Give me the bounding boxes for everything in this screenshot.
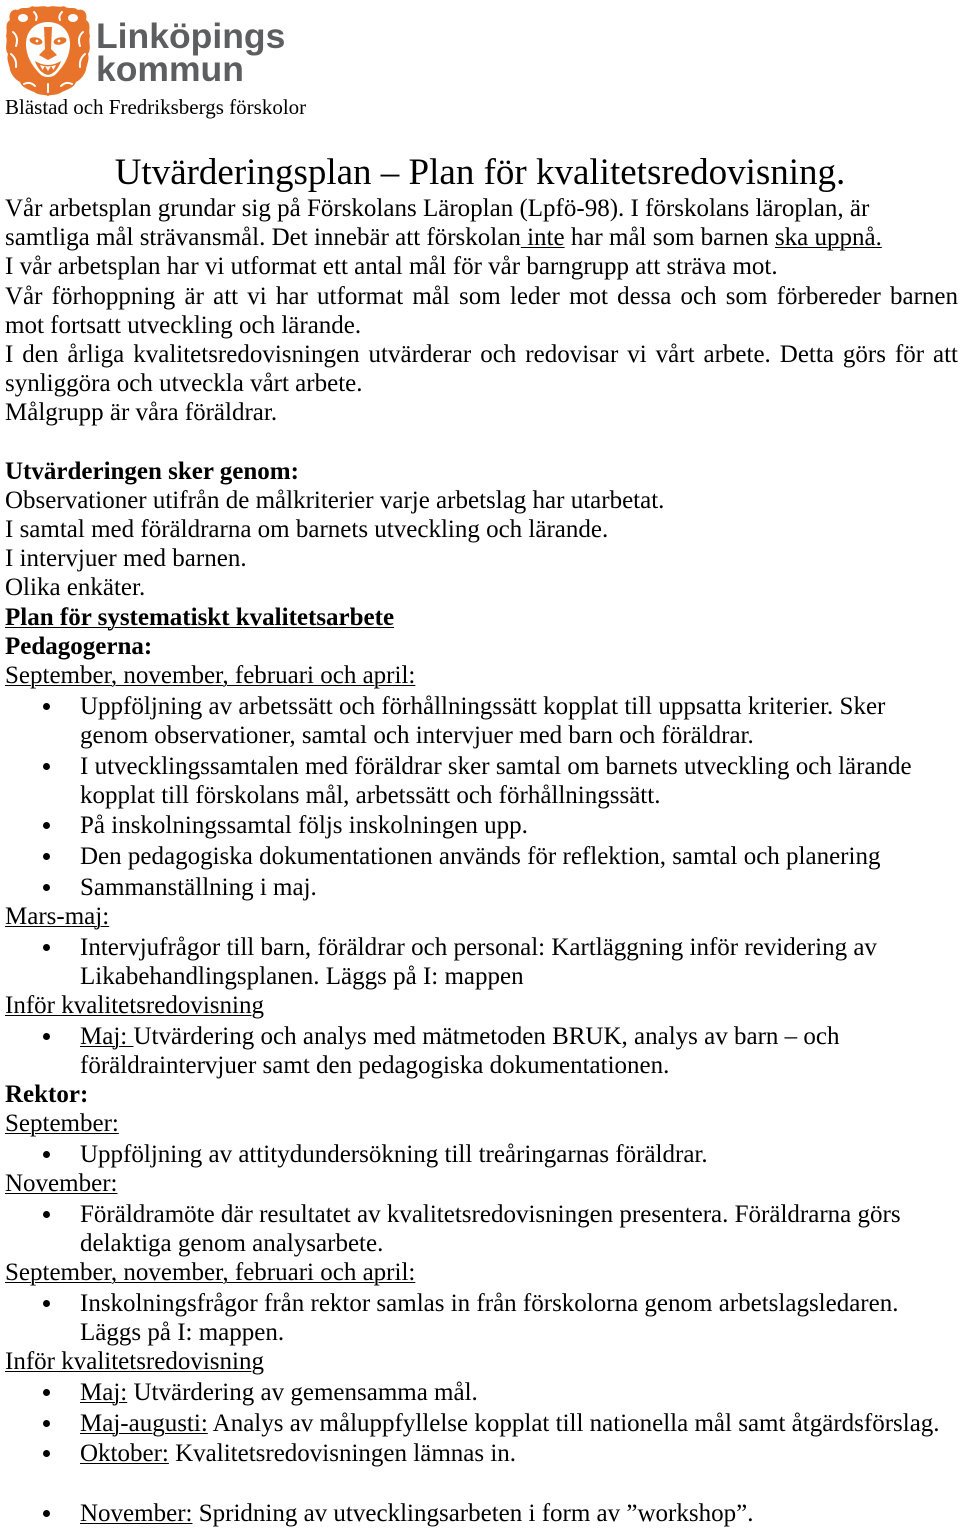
intro-line: mot fortsatt utveckling och lärande. bbox=[5, 311, 362, 339]
list-item bbox=[5, 752, 958, 810]
logo-line-1: Linköpings bbox=[96, 16, 286, 56]
list-item-line: Uppföljning av arbetssätt och förhållningssätt kopplat till uppsatta kriterier. Sker bbox=[80, 692, 886, 720]
activity-list bbox=[5, 1378, 958, 1528]
bullet-icon bbox=[43, 1211, 50, 1218]
period-label-text: Mars-maj: bbox=[5, 903, 110, 930]
list-item bbox=[5, 842, 958, 871]
list-item-line: genom observationer, samtal och intervjuer med barn och föräldrar. bbox=[80, 721, 754, 749]
period-label-text: November: bbox=[5, 1170, 118, 1198]
list-item bbox=[5, 873, 958, 902]
activity-list bbox=[5, 692, 958, 902]
text-run: har mål som barnen bbox=[564, 224, 775, 252]
evaluation-method: I intervjuer med barnen. bbox=[5, 545, 247, 573]
item-text: Analys av måluppfyllelse kopplat till nationella mål samt åtgärdsförslag. bbox=[207, 1409, 940, 1437]
bullet-icon bbox=[43, 1510, 50, 1517]
intro-line: Vår arbetsplan grundar sig på Förskolans Läroplan (Lpfö-98). I förskolans läroplan, är bbox=[5, 195, 870, 222]
underlined-text: ska uppnå. bbox=[774, 224, 882, 252]
list-item bbox=[5, 1289, 958, 1347]
bullet-icon bbox=[43, 703, 50, 710]
unit-name: Blästad och Fredriksbergs förskolor bbox=[5, 95, 307, 119]
list-item-line: delaktiga genom analysarbete. bbox=[80, 1230, 384, 1258]
list-item-line: föräldraintervjuer samt den pedagogiska dokumentationen. bbox=[80, 1051, 670, 1079]
bullet-icon bbox=[43, 853, 50, 860]
item-text: Kvalitetsredovisningen lämnas in. bbox=[168, 1440, 517, 1468]
list-item-line: kopplat till förskolans mål, arbetssätt och förhållningssätt. bbox=[80, 781, 661, 809]
evaluation-method: I samtal med föräldrarna om barnets utveckling och lärande. bbox=[5, 516, 609, 544]
list-item-line bbox=[80, 1499, 958, 1528]
intro-line: Vår förhoppning är att vi har utformat mål som leder mot dessa och som förbereder barnen bbox=[5, 282, 958, 310]
list-item bbox=[5, 1140, 958, 1169]
list-item-line: Likabehandlingsplanen. Läggs på I: mappen bbox=[80, 962, 524, 990]
list-item-line: Läggs på I: mappen. bbox=[80, 1319, 285, 1347]
item-lead: Maj: bbox=[80, 1022, 134, 1050]
list-item-line: Föräldramöte där resultatet av kvalitetsredovisningen presentera. Föräldrarna görs bbox=[80, 1200, 901, 1228]
bullet-icon bbox=[43, 1420, 50, 1427]
period-label bbox=[5, 991, 958, 1020]
lion-head-icon bbox=[4, 4, 92, 96]
bullet-icon bbox=[43, 884, 50, 891]
period-label-text: Inför kvalitetsredovisning bbox=[5, 992, 264, 1020]
list-item bbox=[5, 692, 958, 750]
document-title: Utvärderingsplan – Plan för kvalitetsredovisning. bbox=[114, 152, 846, 193]
underlined-text: inte bbox=[520, 224, 565, 252]
list-item-line bbox=[80, 1409, 958, 1438]
item-text: Utvärdering och analys med mätmetoden BRUK, analys av barn – och bbox=[133, 1022, 840, 1050]
list-item bbox=[5, 811, 958, 840]
document-body bbox=[5, 194, 958, 1528]
evaluation-method: Olika enkäter. bbox=[5, 574, 146, 602]
list-item-line: På inskolningssamtal följs inskolningen upp. bbox=[80, 812, 528, 840]
bullet-icon bbox=[43, 1151, 50, 1158]
list-item bbox=[5, 1439, 958, 1468]
blank-line bbox=[5, 428, 958, 457]
intro-line: I vår arbetsplan har vi utformat ett antal mål för vår barngrupp att sträva mot. bbox=[5, 253, 778, 281]
bullet-icon bbox=[43, 822, 50, 829]
period-label bbox=[5, 1109, 958, 1138]
plan-heading-text: Plan för systematiskt kvalitetsarbete bbox=[5, 603, 395, 631]
list-item-line bbox=[80, 1022, 958, 1051]
list-item-line: I utvecklingssamtalen med föräldrar sker samtal om barnets utveckling och lärande bbox=[80, 752, 912, 780]
bullet-icon bbox=[43, 1450, 50, 1457]
principal-heading: Rektor: bbox=[5, 1081, 89, 1109]
item-text: Utvärdering av gemensamma mål. bbox=[127, 1379, 478, 1406]
item-lead: Maj: bbox=[80, 1379, 128, 1406]
period-label-text: September: bbox=[5, 1110, 119, 1138]
list-item bbox=[5, 933, 958, 991]
evaluation-heading: Utvärderingen sker genom: bbox=[5, 457, 299, 485]
intro-line: synliggöra och utveckla vårt arbete. bbox=[5, 370, 363, 398]
text-run: samtliga mål strävansmål. Det innebär att förskolan bbox=[5, 224, 521, 252]
period-label bbox=[5, 661, 958, 690]
list-item-line: Den pedagogiska dokumentationen används för reflektion, samtal och planering bbox=[80, 843, 881, 871]
logo-line-2: kommun bbox=[96, 49, 244, 89]
list-item-line bbox=[80, 1378, 958, 1407]
bullet-icon bbox=[43, 1389, 50, 1396]
pedagogues-heading: Pedagogerna: bbox=[5, 632, 153, 660]
period-label-text: September, november, februari och april: bbox=[5, 1259, 416, 1287]
list-item bbox=[5, 1200, 958, 1258]
list-item-line: Inskolningsfrågor från rektor samlas in från förskolorna genom arbetslagsledaren. bbox=[80, 1289, 899, 1317]
list-item-line bbox=[80, 1439, 958, 1468]
list-item-line: Sammanställning i maj. bbox=[80, 873, 317, 901]
intro-line bbox=[5, 223, 958, 252]
intro-line: I den årliga kvalitetsredovisningen utvärderar och redovisar vi vårt arbete. Detta görs för att bbox=[5, 340, 958, 368]
list-item bbox=[5, 1499, 958, 1528]
activity-list bbox=[5, 1289, 958, 1347]
activity-list bbox=[5, 933, 958, 991]
bullet-icon bbox=[43, 1033, 50, 1040]
list-item bbox=[5, 1022, 958, 1080]
period-label-text: September, november, februari och april: bbox=[5, 662, 416, 689]
list-item-line: Intervjufrågor till barn, föräldrar och personal: Kartläggning inför revidering av bbox=[80, 933, 877, 961]
bullet-icon bbox=[43, 1300, 50, 1307]
activity-list bbox=[5, 1200, 958, 1258]
activity-list bbox=[5, 1022, 958, 1080]
evaluation-method: Observationer utifrån de målkriterier varje arbetslag har utarbetat. bbox=[5, 486, 665, 514]
intro-line: Målgrupp är våra föräldrar. bbox=[5, 399, 278, 427]
plan-heading bbox=[5, 603, 958, 632]
item-text: Spridning av utvecklingsarbeten i form av ”workshop”. bbox=[192, 1500, 754, 1528]
list-item bbox=[5, 1378, 958, 1407]
period-label bbox=[5, 1347, 958, 1376]
activity-list bbox=[5, 1140, 958, 1169]
period-label bbox=[5, 1258, 958, 1287]
bullet-icon bbox=[43, 944, 50, 951]
item-lead: Maj-augusti: bbox=[80, 1409, 208, 1437]
list-item bbox=[5, 1409, 958, 1438]
period-label-text: Inför kvalitetsredovisning bbox=[5, 1348, 264, 1376]
bullet-icon bbox=[43, 763, 50, 770]
period-label bbox=[5, 902, 958, 931]
item-lead: Oktober: bbox=[80, 1440, 169, 1468]
item-lead: November: bbox=[80, 1500, 193, 1528]
list-item-line: Uppföljning av attitydundersökning till treåringarnas föräldrar. bbox=[80, 1141, 708, 1168]
period-label bbox=[5, 1169, 958, 1198]
logo-wordmark bbox=[96, 16, 286, 89]
